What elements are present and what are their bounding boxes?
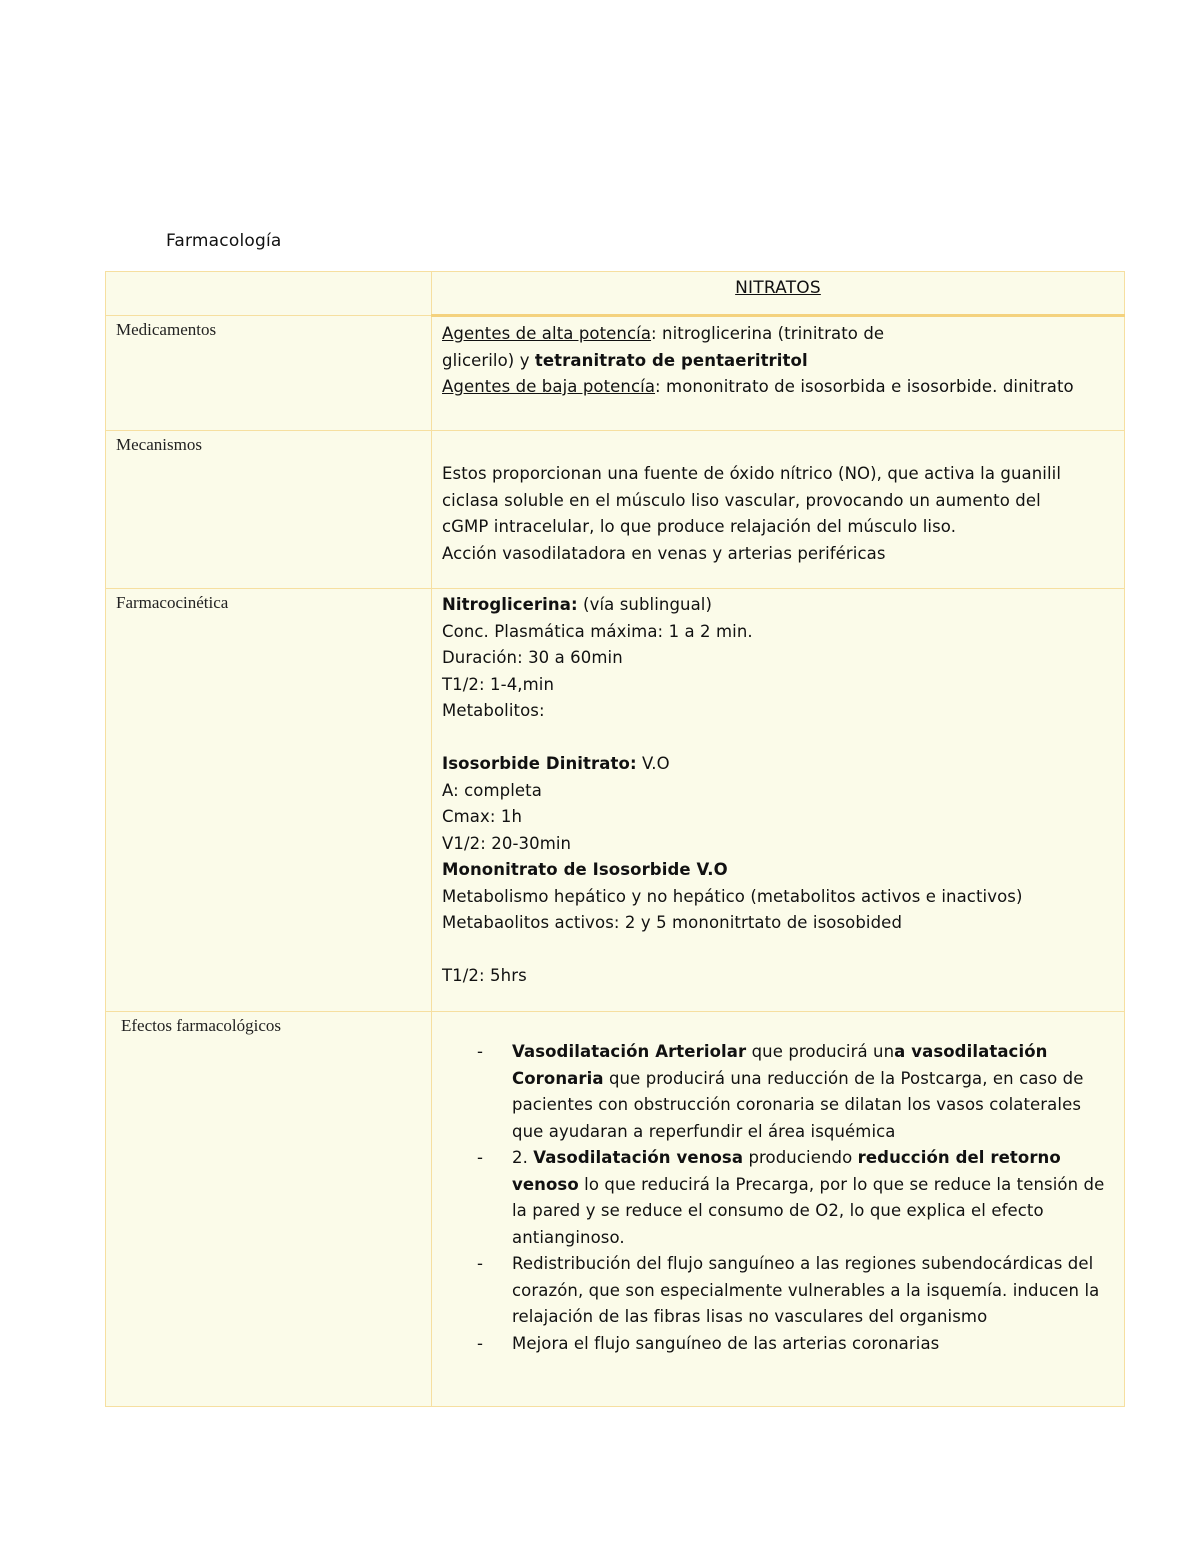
mononitrato-heading: Mononitrato de Isosorbide V.O bbox=[442, 860, 728, 879]
label-cell bbox=[106, 589, 432, 1012]
label-cell bbox=[106, 431, 432, 589]
row-medicamentos bbox=[106, 316, 1125, 431]
content-cell-farmacocinetica bbox=[432, 589, 1125, 1012]
pk-line: A: completa bbox=[442, 780, 542, 800]
pk-line: Cmax: 1h bbox=[442, 807, 523, 826]
pk-line: T1/2: 5hrs bbox=[442, 966, 527, 985]
mecanismos-line-3: cGMP intracelular, lo que produce relajación del músculo liso. bbox=[442, 517, 957, 536]
list-item: - Redistribución del flujo sanguíneo a las regiones subendocárdicas del corazón, que son especialmente vulnerables a la isquemía. inducen la relajación de las fibras lisas no vasculares del organismo bbox=[512, 1251, 1114, 1331]
pk-line: Duración: 30 a 60min bbox=[442, 648, 623, 667]
list-item: - 2. Vasodilatación venosa produciendo reducción del retorno venoso lo que reducirá la Precarga, por lo que se reduce la tensión de la pared y se reduce el consumo de O2, lo que explica el efecto antianginoso. bbox=[512, 1145, 1114, 1251]
content-cell-medicamentos bbox=[432, 316, 1125, 431]
row-label-efectos: Efectos farmacológicos bbox=[121, 1016, 282, 1035]
mecanismos-line-2: ciclasa soluble en el músculo liso vascular, provocando un aumento del bbox=[442, 490, 1041, 510]
pk-line: T1/2: 1-4,min bbox=[442, 674, 555, 694]
header-cell-nitratos bbox=[432, 272, 1125, 316]
mecanismos-line-1: Estos proporcionan una fuente de óxido nítrico (NO), que activa la guanilil bbox=[442, 464, 1062, 483]
medicamentos-line-3: Agentes de baja potencía: mononitrato de isosorbida e isosorbide. dinitrato bbox=[442, 377, 1074, 396]
row-farmacocinetica bbox=[106, 589, 1125, 1012]
row-efectos bbox=[106, 1012, 1125, 1407]
label-cell bbox=[106, 316, 432, 431]
nitroglicerina-heading: Nitroglicerina: (vía sublingual) bbox=[442, 595, 713, 614]
row-label-farmacocinetica: Farmacocinética bbox=[116, 593, 229, 612]
medicamentos-line-1: Agentes de alta potencía: nitroglicerina (trinitrato de bbox=[442, 324, 885, 343]
mecanismos-line-4: Acción vasodilatadora en venas y arterias periféricas bbox=[442, 543, 886, 563]
row-label-mecanismos: Mecanismos bbox=[116, 435, 202, 454]
medicamentos-line-2: glicerilo) y tetranitrato de pentaeritritol bbox=[442, 350, 808, 370]
content-cell-mecanismos bbox=[432, 431, 1125, 589]
table-title: NITRATOS bbox=[735, 278, 821, 298]
table-header-row bbox=[106, 272, 1125, 316]
pk-line: Metabolitos: bbox=[442, 701, 545, 720]
content-cell-efectos bbox=[432, 1012, 1125, 1407]
bullet-dash: - bbox=[477, 1254, 484, 1273]
isosorbide-dinitrato-heading: Isosorbide Dinitrato: V.O bbox=[442, 754, 670, 773]
bullet-dash: - bbox=[477, 1148, 484, 1167]
nitratos-table bbox=[105, 271, 1125, 1407]
list-item: - Vasodilatación Arteriolar que producirá una vasodilatación Coronaria que producirá una reducción de la Postcarga, en caso de pacientes con obstrucción coronaria se dilatan los vasos colaterales que ayudaran a reperfundir el área isquémica bbox=[512, 1039, 1114, 1145]
list-item: - Mejora el flujo sanguíneo de las arterias coronarias bbox=[512, 1331, 1114, 1358]
effects-list bbox=[442, 1039, 1114, 1357]
pk-line: V1/2: 20-30min bbox=[442, 833, 572, 853]
label-cell bbox=[106, 1012, 432, 1407]
pk-line: Metabolismo hepático y no hepático (metabolitos activos e inactivos) bbox=[442, 886, 1023, 906]
pk-line: Metabaolitos activos: 2 y 5 mononitrtato de isosobided bbox=[442, 913, 903, 932]
page-header: Farmacología bbox=[166, 231, 282, 251]
row-mecanismos bbox=[106, 431, 1125, 589]
bullet-dash: - bbox=[477, 1042, 484, 1061]
bullet-dash: - bbox=[477, 1333, 484, 1353]
row-label-medicamentos: Medicamentos bbox=[116, 320, 217, 339]
pk-line: Conc. Plasmática máxima: 1 a 2 min. bbox=[442, 621, 753, 641]
header-cell-empty bbox=[106, 272, 432, 316]
